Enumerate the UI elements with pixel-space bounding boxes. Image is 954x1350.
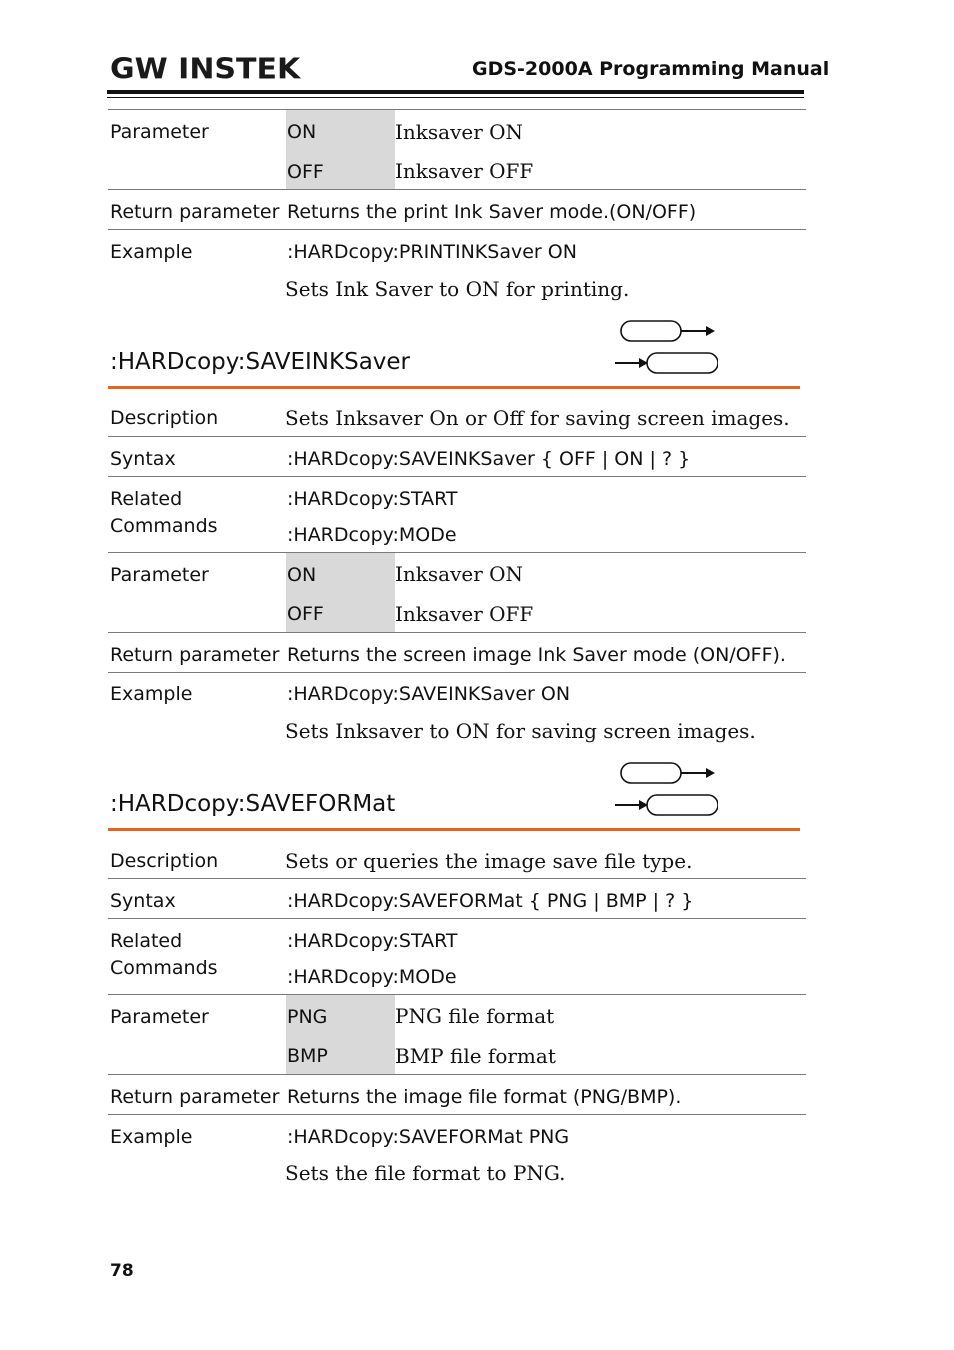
- example-label: Example: [110, 1126, 193, 1148]
- gw-instek-logo: GW INSTEK: [110, 52, 301, 87]
- divider: [108, 189, 806, 190]
- command-heading: :HARDcopy:SAVEINKSaver: [110, 349, 411, 375]
- divider: [108, 994, 806, 995]
- example-command: :HARDcopy:SAVEFORMat PNG: [287, 1126, 570, 1148]
- syntax-text: :HARDcopy:SAVEINKSaver { OFF | ON | ? }: [287, 448, 691, 470]
- syntax-label: Syntax: [110, 448, 176, 470]
- parameter-label: Parameter: [110, 121, 209, 143]
- divider: [108, 1114, 806, 1115]
- param-name: OFF: [287, 603, 324, 625]
- related-command: :HARDcopy:MODe: [287, 524, 457, 546]
- syntax-label: Syntax: [110, 890, 176, 912]
- divider: [108, 632, 806, 633]
- header-rule-thin: [107, 97, 804, 98]
- divider: [108, 109, 806, 110]
- related-label: Related: [110, 488, 183, 510]
- example-label: Example: [110, 683, 193, 705]
- param-name: ON: [287, 564, 317, 586]
- related-command: :HARDcopy:START: [287, 488, 458, 510]
- example-command: :HARDcopy:SAVEINKSaver ON: [287, 683, 571, 705]
- related-command: :HARDcopy:START: [287, 930, 458, 952]
- divider: [108, 672, 806, 673]
- param-name: ON: [287, 121, 317, 143]
- param-name: OFF: [287, 161, 324, 183]
- divider: [108, 436, 806, 437]
- set-query-icon: [614, 760, 718, 818]
- set-query-icon: [614, 318, 718, 376]
- related-label: Related: [110, 930, 183, 952]
- divider: [108, 476, 806, 477]
- param-desc: Inksaver ON: [395, 120, 524, 144]
- param-desc: Inksaver OFF: [395, 159, 534, 183]
- divider: [108, 918, 806, 919]
- param-desc: PNG file format: [395, 1004, 555, 1028]
- return-parameter-label: Return parameter: [110, 1086, 280, 1108]
- description-label: Description: [110, 407, 219, 429]
- parameter-label: Parameter: [110, 1006, 209, 1028]
- section-rule: [108, 828, 800, 831]
- command-heading: :HARDcopy:SAVEFORMat: [110, 791, 396, 817]
- example-description: Sets Ink Saver to ON for printing.: [285, 277, 630, 301]
- manual-title: GDS-2000A Programming Manual: [472, 58, 830, 80]
- return-parameter-label: Return parameter: [110, 201, 280, 223]
- divider: [108, 878, 806, 879]
- return-parameter-value: Returns the screen image Ink Saver mode (ON/OFF).: [287, 644, 786, 666]
- example-command: :HARDcopy:PRINTINKSaver ON: [287, 241, 577, 263]
- return-parameter-value: Returns the image file format (PNG/BMP).: [287, 1086, 682, 1108]
- commands-label: Commands: [110, 957, 218, 979]
- page-number: 78: [110, 1261, 134, 1281]
- divider: [108, 1074, 806, 1075]
- description-label: Description: [110, 850, 219, 872]
- param-name: BMP: [287, 1045, 328, 1067]
- section-rule: [108, 386, 800, 389]
- commands-label: Commands: [110, 515, 218, 537]
- description-text: Sets or queries the image save file type.: [285, 849, 693, 873]
- param-name: PNG: [287, 1006, 328, 1028]
- return-parameter-value: Returns the print Ink Saver mode.(ON/OFF): [287, 201, 697, 223]
- related-command: :HARDcopy:MODe: [287, 966, 457, 988]
- header-rule-thick: [107, 90, 804, 94]
- parameter-label: Parameter: [110, 564, 209, 586]
- description-text: Sets Inksaver On or Off for saving screen images.: [285, 406, 790, 430]
- divider: [108, 229, 806, 230]
- return-parameter-label: Return parameter: [110, 644, 280, 666]
- param-desc: Inksaver OFF: [395, 602, 534, 626]
- param-desc: Inksaver ON: [395, 562, 524, 586]
- divider: [108, 552, 806, 553]
- example-label: Example: [110, 241, 193, 263]
- example-description: Sets Inksaver to ON for saving screen images.: [285, 719, 756, 743]
- param-desc: BMP file format: [395, 1044, 556, 1068]
- example-description: Sets the file format to PNG.: [285, 1161, 566, 1185]
- syntax-text: :HARDcopy:SAVEFORMat { PNG | BMP | ? }: [287, 890, 694, 912]
